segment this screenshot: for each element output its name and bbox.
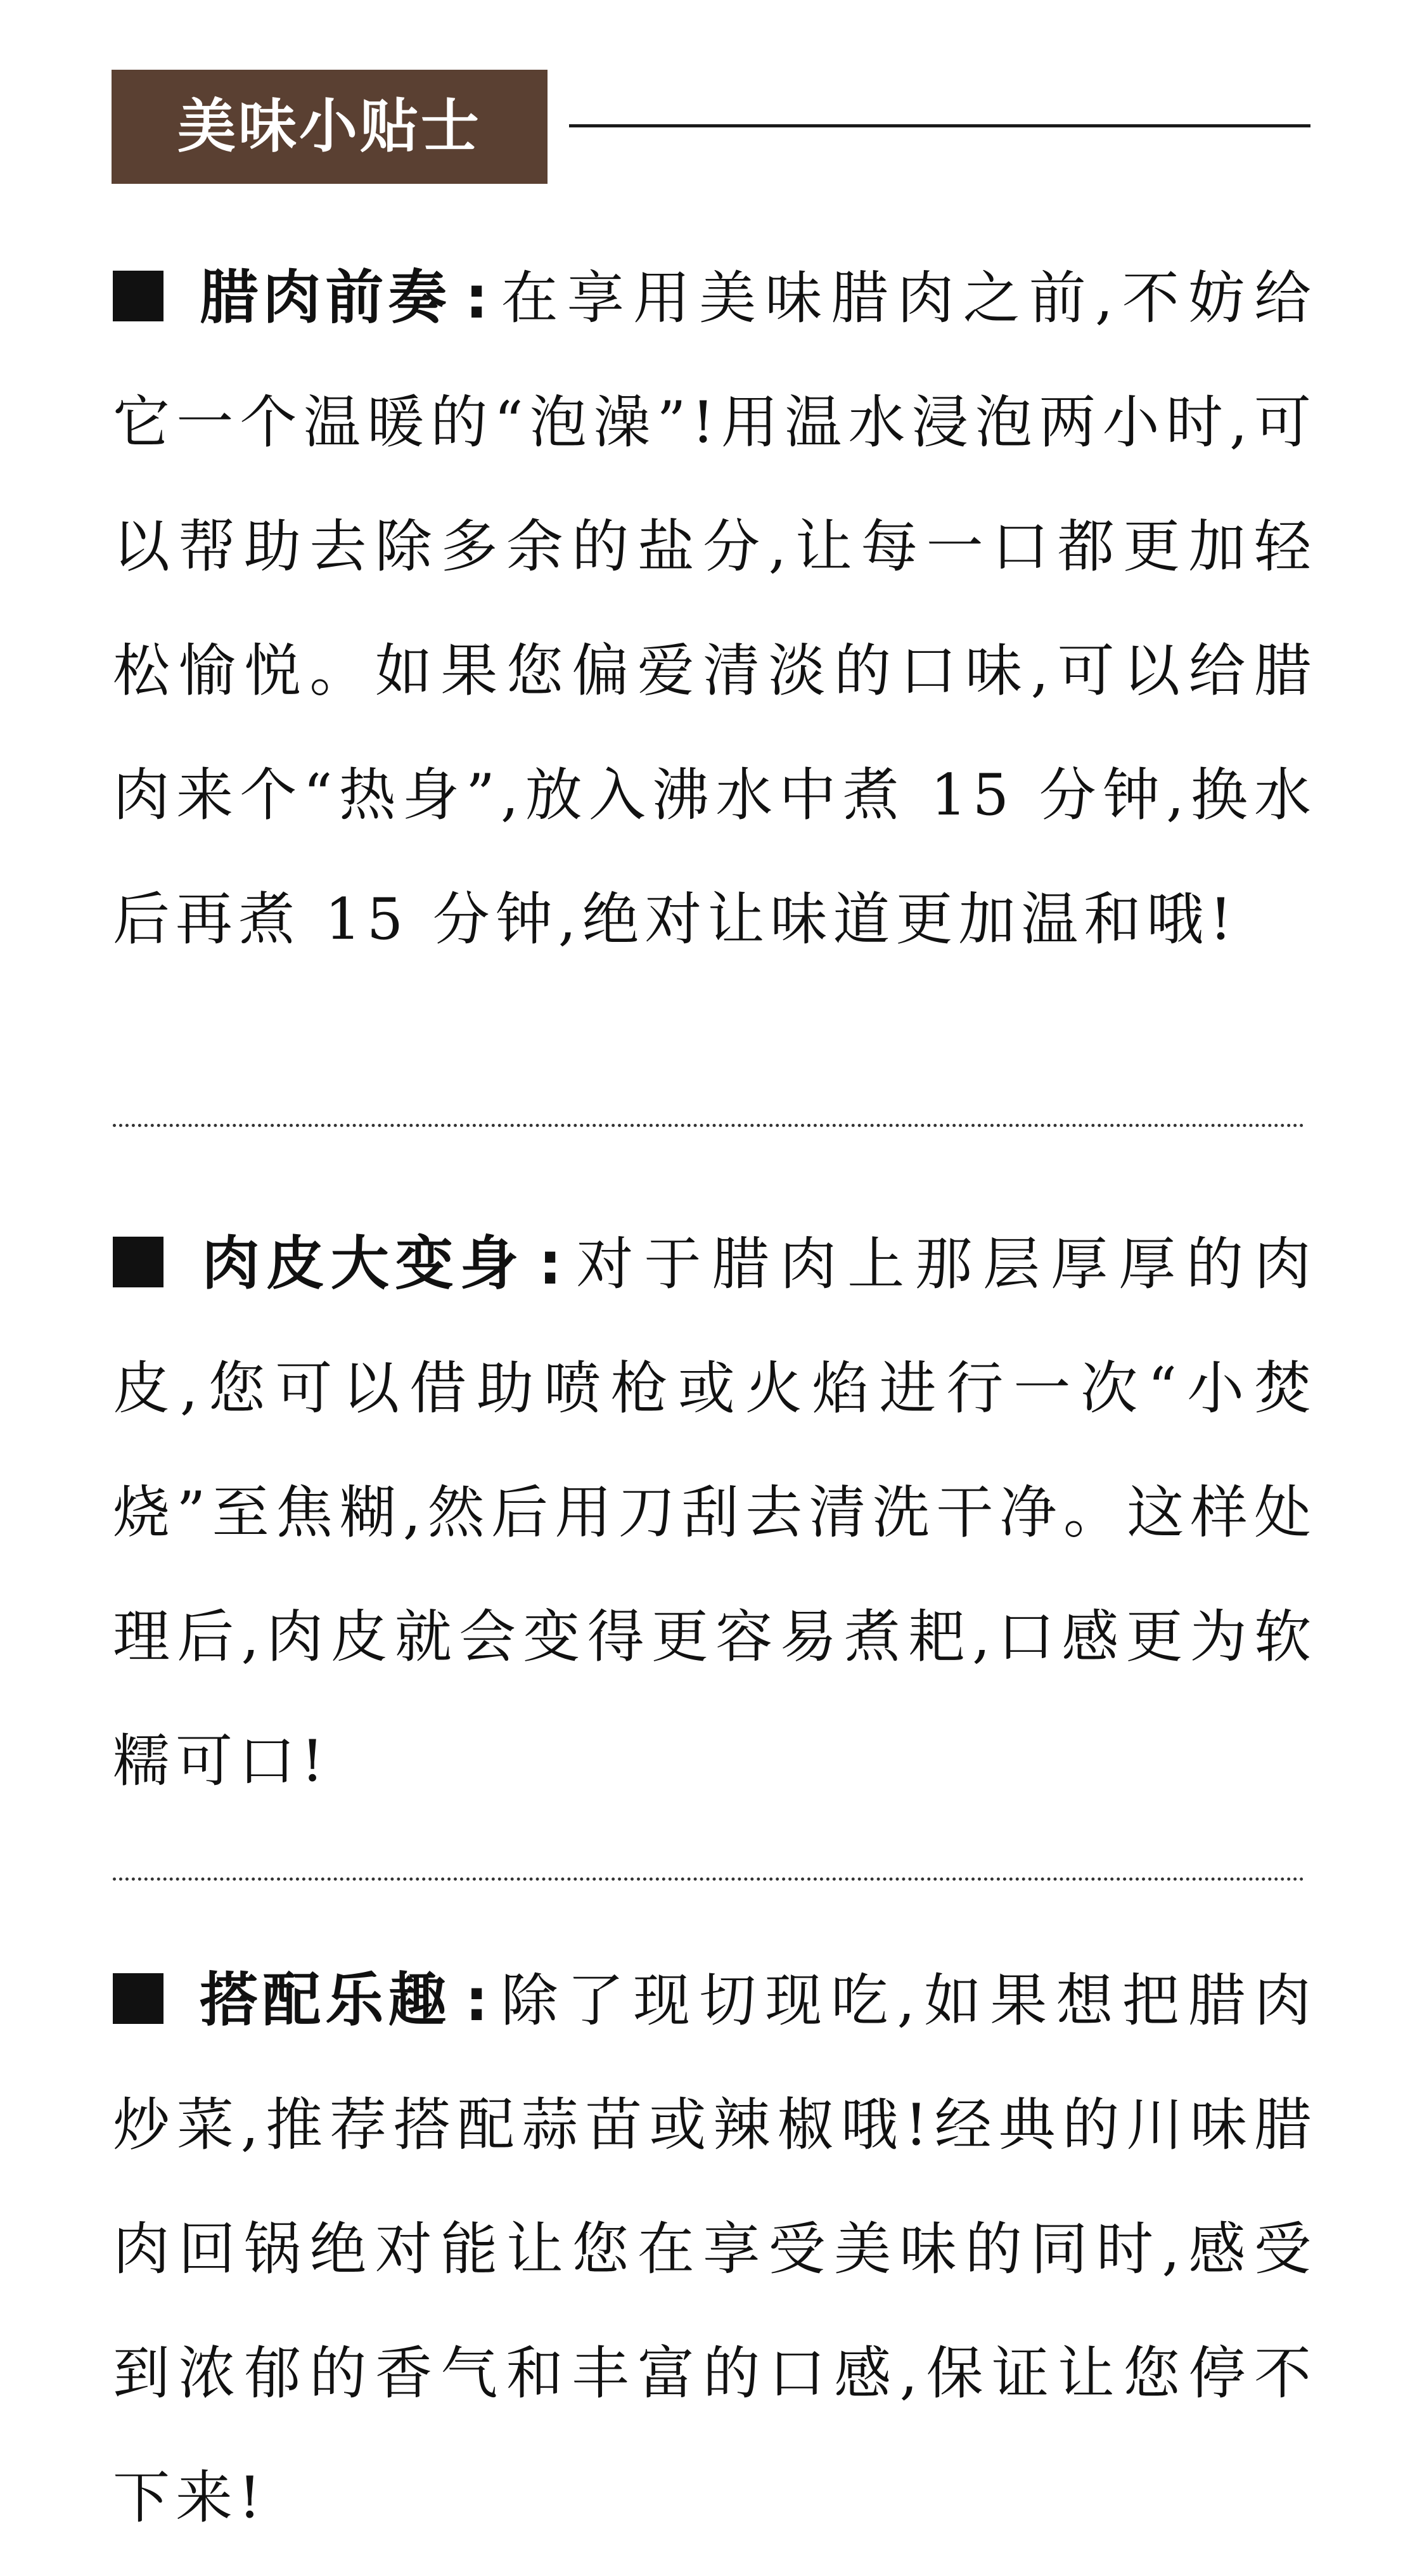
page-title: 美味小贴士 [177,93,482,160]
black-square-icon [113,1237,163,1287]
tip-paragraph [113,1938,1317,2560]
tip-heading: 腊肉前奏 [196,264,451,332]
title-badge [112,70,548,184]
dotted-divider [113,1124,1304,1127]
tip-paragraph [113,1202,1317,1824]
tip-body: 对于腊肉上那层厚厚的肉皮,您可以借助喷枪或火焰进行一次“小焚烧”至焦糊,然后用刀刮去清洗干净。这样处理后,肉皮就会变得更容易煮耙,口感更为软糯可口! [113,1231,1317,1794]
dotted-divider [113,1877,1304,1881]
tip-paragraph [113,236,1317,982]
tip-colon: : [464,264,494,332]
tip-heading: 肉皮大变身 [196,1230,525,1298]
black-square-icon [113,271,163,321]
tip-body: 在享用美味腊肉之前,不妨给它一个温暖的“泡澡”!用温水浸泡两小时,可以帮助去除多余的盐分,让每一口都更加轻松愉悦。如果您偏爱清淡的口味,可以给腊肉来个“热身”,放入沸水中煮 15 分钟,换水后再煮 15 分钟,绝对让味道更加温和哦! [113,265,1317,953]
tip-colon: : [464,1966,494,2034]
tip-colon: : [538,1230,568,1298]
tip-section-2 [113,1202,1317,1824]
tip-section-1 [113,236,1317,982]
header-rule [569,124,1310,127]
black-square-icon [113,1973,163,2024]
tip-body: 除了现切现吃,如果想把腊肉炒菜,推荐搭配蒜苗或辣椒哦!经典的川味腊肉回锅绝对能让您在享受美味的同时,感受到浓郁的香气和丰富的口感,保证让您停不下来! [113,1967,1317,2531]
tip-heading: 搭配乐趣 [196,1966,451,2034]
tip-section-3 [113,1938,1317,2560]
tips-header [112,70,1422,184]
